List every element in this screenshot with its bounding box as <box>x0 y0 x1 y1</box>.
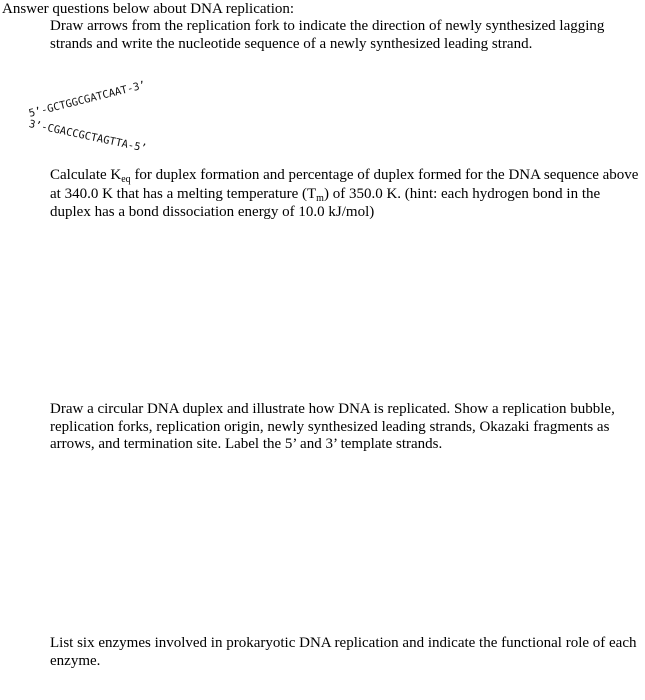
page-heading: Answer questions below about DNA replication: <box>2 1 295 17</box>
question-3-text: Draw a circular DNA duplex and illustrate how DNA is replicated. Show a replication bubble, replication forks, replication origin, newly synthesized leading strands, Okazaki fragments as arrows, and termination site. Label the 5’ and 3’ template strands. <box>50 401 615 452</box>
question-4-text: List six enzymes involved in prokaryotic DNA replication and indicate the functional role of each enzyme. <box>50 635 637 669</box>
question-1-text: Draw arrows from the replication fork to indicate the direction of newly synthesized lagging strands and write the nucleotide sequence of a newly synthesized leading strand. <box>50 18 605 52</box>
q2-text-part3: ) of 350.0 K. (hint: each hydrogen bond in the duplex has a bond dissociation energy of 10.0 kJ/mol) <box>50 185 601 220</box>
keq-subscript: eq <box>121 174 131 185</box>
q2-text-part2: for duplex formation and percentage of duplex formed for the DNA sequence above at 340.0 K that has a melting temperature (T <box>50 167 639 202</box>
replication-fork-bottom-strand: 3’-CGACCGCTAGTTA-5’ <box>27 118 148 155</box>
tm-subscript: m <box>316 192 324 204</box>
replication-fork-top-strand: 5’-GCTGGCGATCAAT-3’ <box>27 79 147 120</box>
question-2-text <box>50 167 644 222</box>
q2-text-part1: Calculate K <box>50 167 122 183</box>
